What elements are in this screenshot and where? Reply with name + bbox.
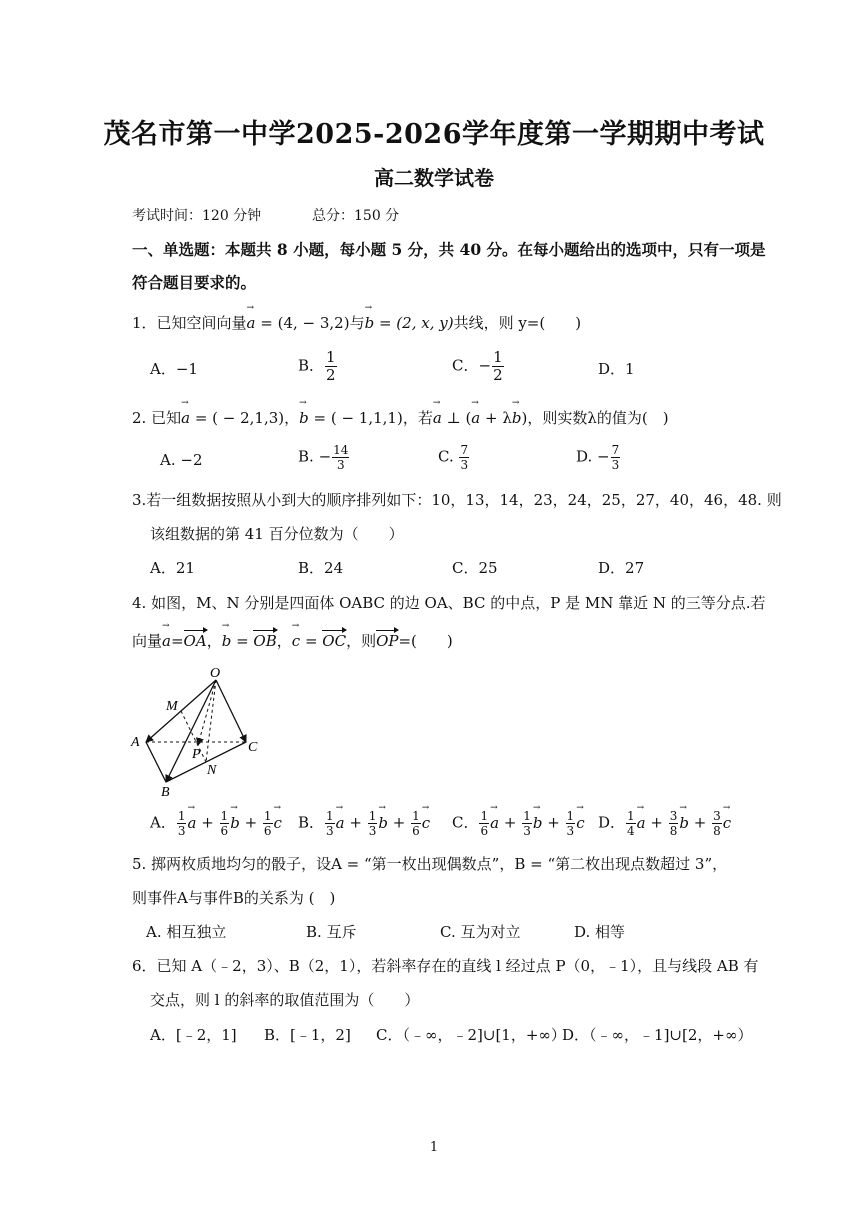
q5-option-c[interactable]: C. 互为对立 [440, 923, 521, 941]
segment-ON [206, 680, 216, 762]
total-score: 总分：150 分 [312, 208, 400, 224]
section-heading-line2: 符合题目要求的。 [132, 273, 257, 292]
q5-option-d[interactable]: D. 相等 [574, 923, 626, 941]
question-6-line2: 交点，则 l 的斜率的取值范围为（ ） [150, 991, 420, 1009]
q1-option-a[interactable]: A．−1 [150, 360, 198, 378]
exam-subtitle: 高二数学试卷 [374, 166, 494, 190]
q2-option-b[interactable]: B. − $\frac{14}{3}$ [298, 443, 349, 472]
label-M: M [166, 699, 178, 714]
edge-OC [216, 680, 246, 742]
q3-option-c[interactable]: C．25 [452, 559, 498, 577]
q2-option-d[interactable]: D. − $\frac{7}{3}$ [576, 443, 620, 472]
question-3-line1: 3.若一组数据按照从小到大的顺序排列如下：10，13，14，23，24，25，27，40，46，48. 则 [132, 491, 782, 509]
q3-option-d[interactable]: D．27 [598, 559, 645, 577]
q4-option-c[interactable]: C． $\frac{1}{6}$ → a + $\frac{1}{3}$ → b + $\frac{1}{3}$ → c [452, 810, 585, 837]
q3-option-b[interactable]: B．24 [298, 559, 344, 577]
label-N: N [207, 763, 217, 778]
question-6-line1: 6．已知 A（﹣2，3）、B（2，1），若斜率存在的直线 l 经过点 P（0，﹣1），且与线段 AB 有 [132, 957, 759, 975]
q1-option-b[interactable]: B． $\frac{1}{2}$ [298, 348, 336, 384]
q6-option-d[interactable]: D．（﹣∞，﹣1]∪[2，+∞） [562, 1026, 753, 1044]
q5-option-a[interactable]: A. 相互独立 [146, 923, 227, 941]
q3-option-a[interactable]: A．21 [150, 559, 195, 577]
q6-option-a[interactable]: A．[﹣2，1] [150, 1026, 237, 1044]
label-C: C [248, 740, 258, 755]
edge-AB [146, 742, 166, 782]
q4-option-d[interactable]: D． $\frac{1}{4}$ → a + $\frac{3}{8}$ → b + $\frac{3}{8}$ → c [598, 810, 731, 837]
question-5-line1: 5. 掷两枚质地均匀的骰子，设A = “第一枚出现偶数点”，B = “第二枚出现点数超过 3”， [132, 855, 728, 873]
exam-time: 考试时间：120 分钟 [132, 208, 262, 224]
q1-option-c[interactable]: C．− $\frac{1}{2}$ [452, 348, 503, 384]
label-A: A [131, 735, 140, 750]
q6-option-b[interactable]: B．[﹣1，2] [264, 1026, 351, 1044]
page-number: 1 [429, 1140, 439, 1155]
question-4-line1: 4. 如图，M、N 分别是四面体 OABC 的边 OA、BC 的中点，P 是 MN 靠近 N 的三等分点.若 [132, 594, 766, 612]
question-3-line2: 该组数据的第 41 百分位数为（ ） [150, 525, 404, 543]
question-5-line2: 则事件A与事件B的关系为 ( ) [132, 889, 336, 907]
q4-option-a[interactable]: A． $\frac{1}{3}$ → a + $\frac{1}{6}$ → b + $\frac{1}{6}$ → c [150, 810, 282, 837]
label-B: B [161, 785, 170, 800]
tetrahedron-figure [128, 662, 268, 802]
label-P: P [192, 747, 201, 762]
q2-option-c[interactable]: C. $\frac{7}{3}$ [438, 443, 469, 472]
q2-option-a[interactable]: A. −2 [160, 451, 203, 469]
exam-title: 茂名市第一中学2025-2026学年度第一学期期中考试 [103, 119, 765, 150]
question-1: 1．已知空间向量→ a = (4, − 3,2)与→ b = (2, x, y)共线，则 y=( ) [132, 312, 581, 333]
q1-option-d[interactable]: D．1 [598, 360, 635, 378]
section-heading-line1: 一、单选题：本题共 8 小题，每小题 5 分，共 40 分。在每小题给出的选项中，只有一项是 [132, 240, 766, 259]
q5-option-b[interactable]: B. 互斥 [306, 923, 357, 941]
q4-option-b[interactable]: B． $\frac{1}{3}$ → a + $\frac{1}{3}$ → b + $\frac{1}{6}$ → c [298, 810, 430, 837]
label-O: O [210, 666, 221, 681]
question-2: 2. 已知→ a = ( − 2,1,3)，→ b = ( − 1,1,1)，若→ a ⊥ (→ a + λ→ b)，则实数λ的值为( ) [132, 407, 669, 428]
question-4-line2: 向量→ a=OA，→ b = OB，→ c = OC，则OP=( ) [132, 630, 453, 651]
q6-option-c[interactable]: C．（﹣∞，﹣2]∪[1，+∞） [376, 1026, 566, 1044]
